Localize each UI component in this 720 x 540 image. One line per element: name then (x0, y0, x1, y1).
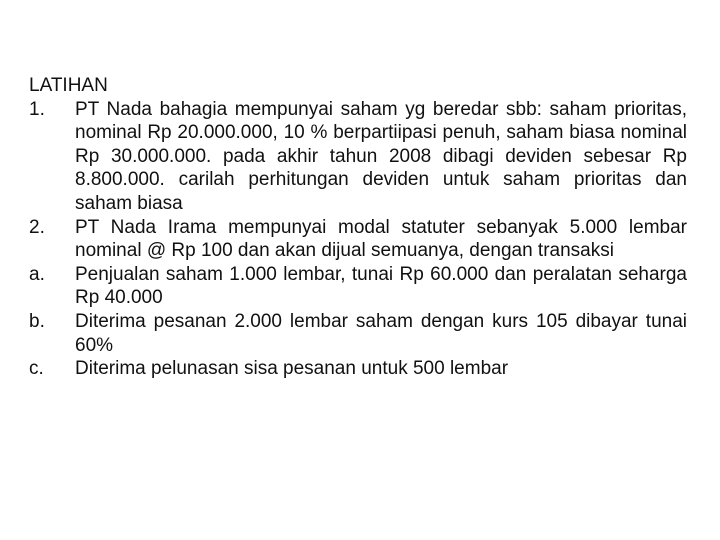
list-item-1 (29, 98, 687, 216)
list-item-text: PT Nada Irama mempunyai modal statuter sebanyak 5.000 lembar nominal @ Rp 100 dan akan dijual semuanya, dengan transaksi (75, 216, 687, 262)
list-item-text: Diterima pelunasan sisa pesanan untuk 500 lembar (75, 358, 509, 380)
slide-content (29, 74, 687, 381)
list-item-text: PT Nada bahagia mempunyai saham yg beredar sbb: saham prioritas, nominal Rp 20.000.000, 10 % berpartiipasi penuh, saham biasa nominal Rp 30.000.000. pada akhir tahun 2008 dibagi deviden sebesar Rp 8.800.000. carilah perhitungan deviden untuk saham prioritas dan saham biasa (75, 98, 687, 214)
list-marker: c. (29, 358, 44, 380)
list-marker: b. (29, 310, 45, 332)
list-marker: 1. (29, 98, 45, 120)
list-item-text: Penjualan saham 1.000 lembar, tunai Rp 60.000 dan peralatan seharga Rp 40.000 (75, 263, 687, 309)
list-item-b (29, 310, 687, 357)
slide-heading: LATIHAN (29, 75, 108, 96)
list-marker: a. (29, 263, 45, 285)
list-marker: 2. (29, 216, 45, 238)
list-item-c (29, 357, 687, 381)
list-item-2 (29, 216, 687, 263)
list-item-a (29, 263, 687, 310)
list-item-text: Diterima pesanan 2.000 lembar saham dengan kurs 105 dibayar tunai 60% (75, 310, 687, 356)
